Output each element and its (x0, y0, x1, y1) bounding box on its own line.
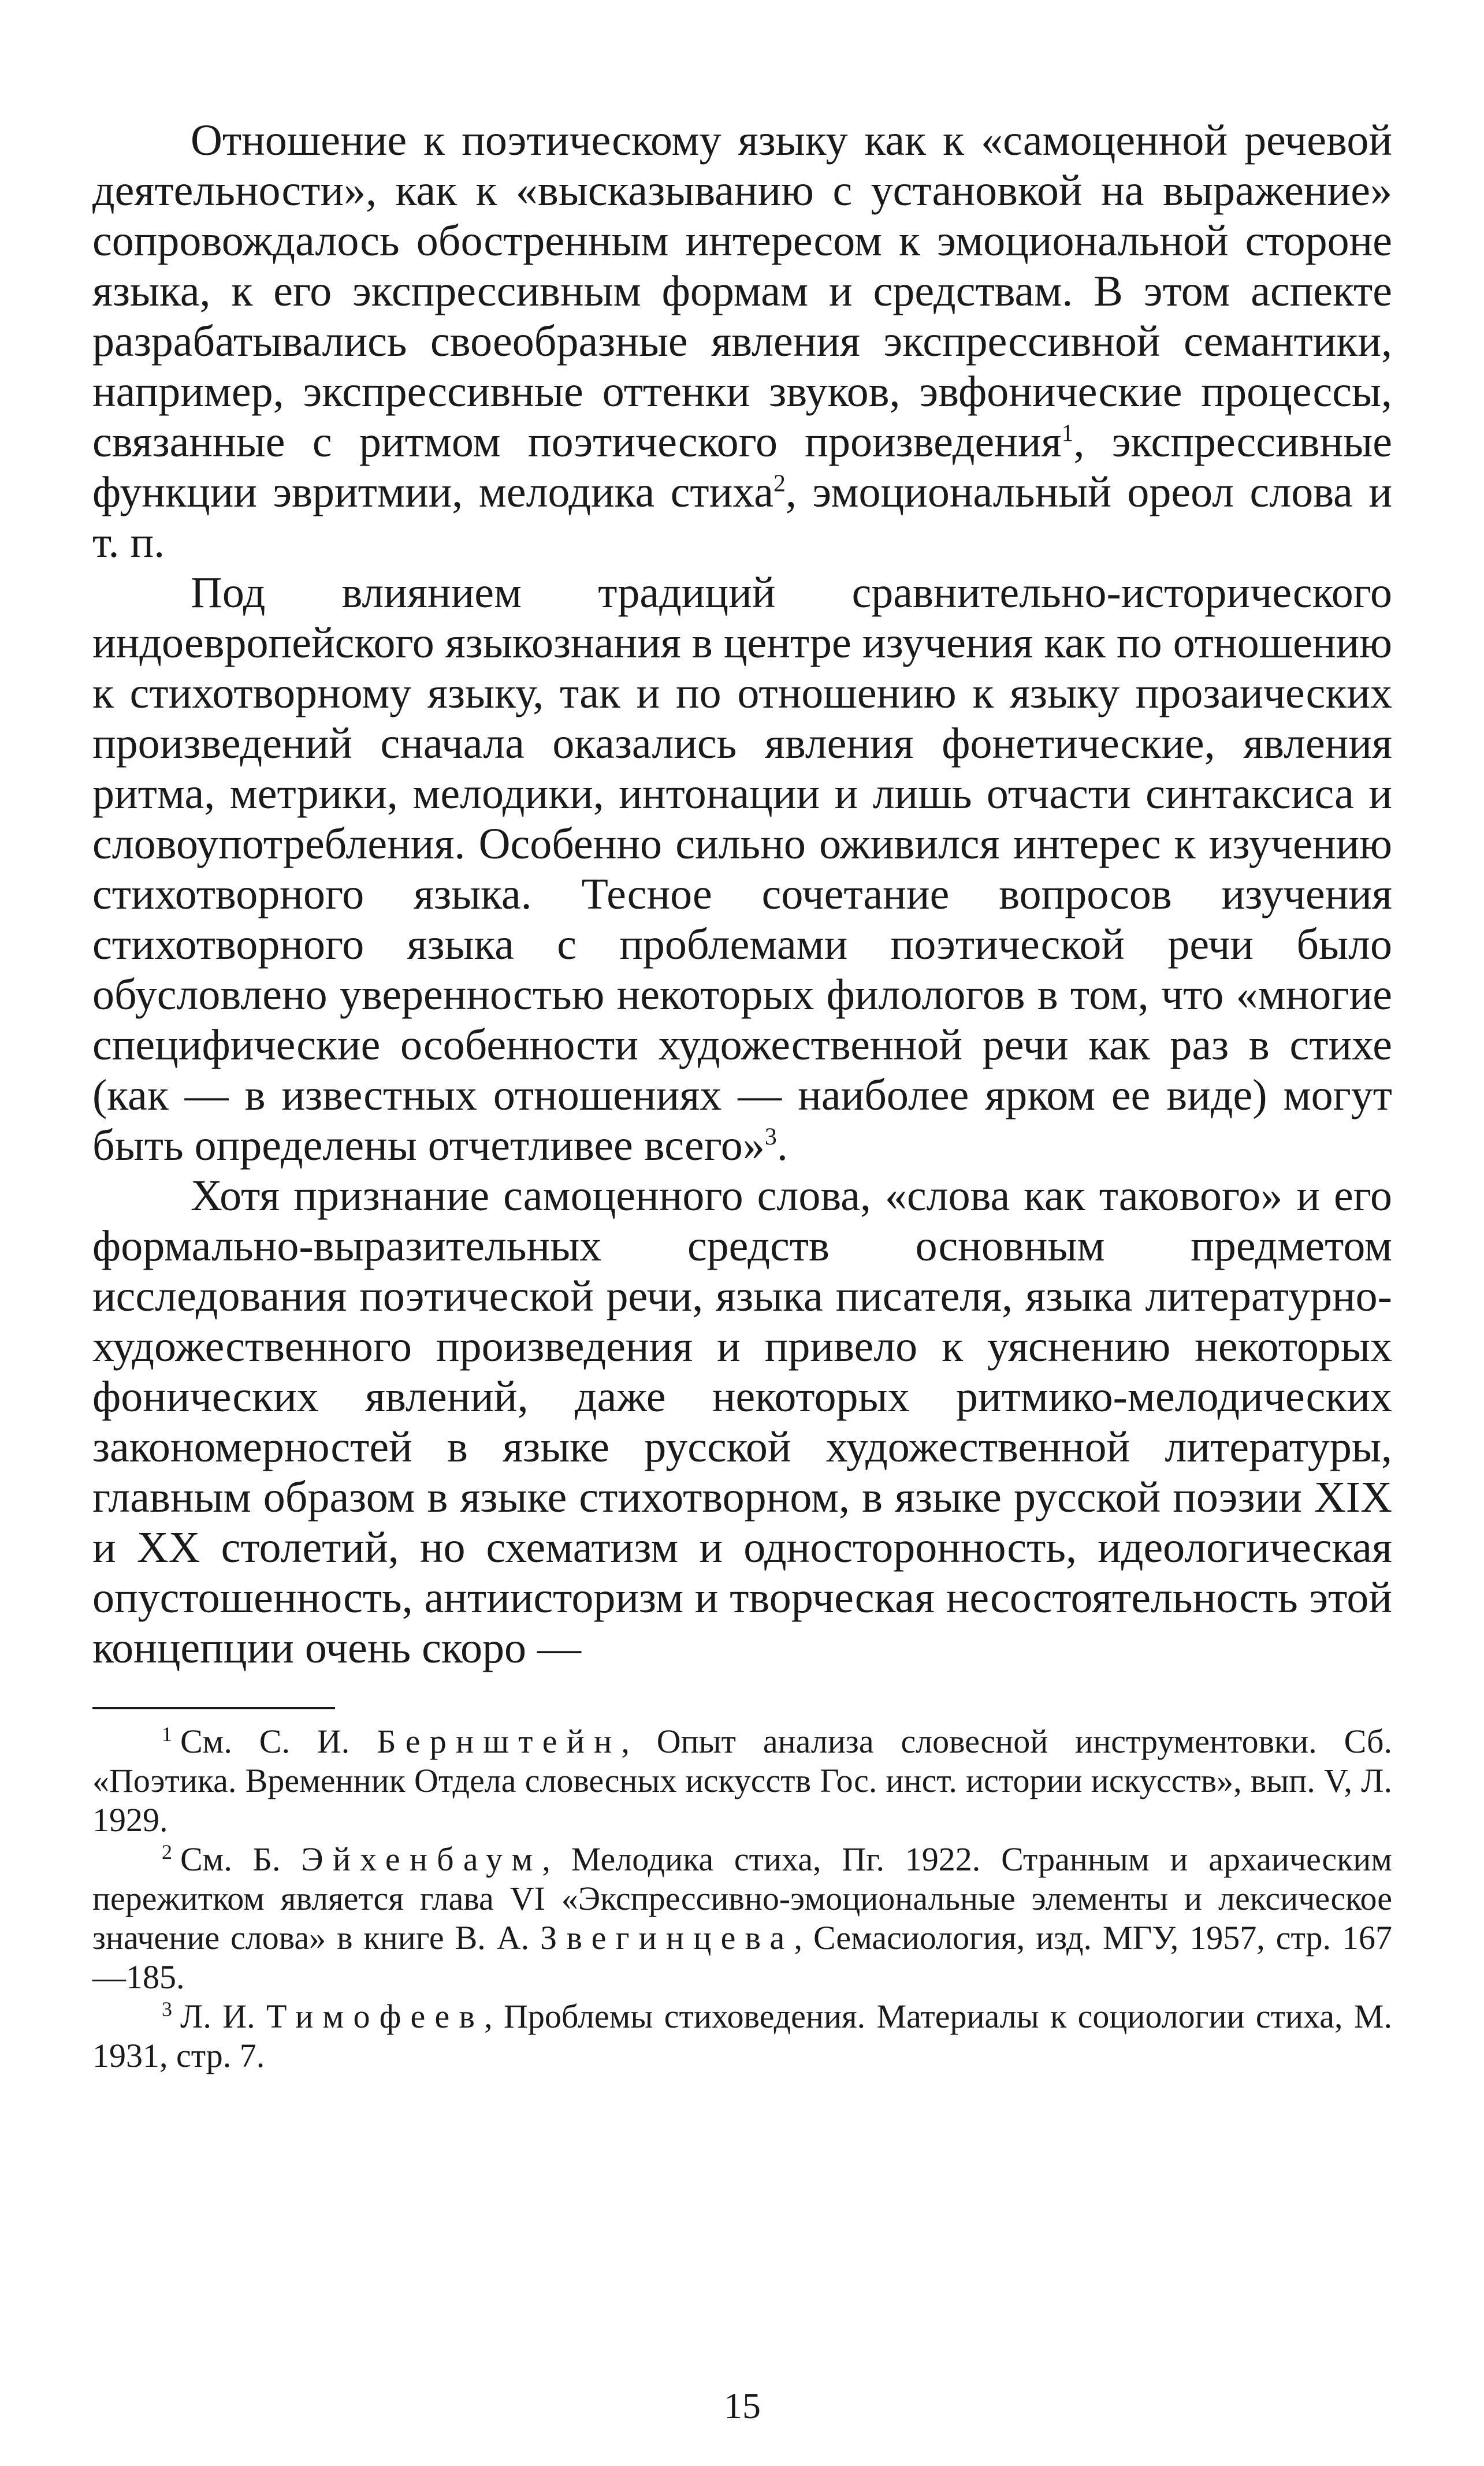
footnote-mark: 2 (162, 1840, 172, 1864)
footnote-divider (92, 1707, 335, 1709)
footnote-ref-3: 3 (764, 1124, 777, 1151)
main-text (92, 116, 1392, 1673)
footnote-2 (92, 1840, 1392, 1997)
page (92, 116, 1393, 2426)
footnote-text: , Проблемы стиховедения. Материалы к социологии стиха, М. 1931, стр. 7. (92, 1998, 1392, 2074)
footnote-author-2: Звегинцева (540, 1919, 794, 1957)
footnote-text: , Мелодика стиха, Пг. 1922. Странным и архаическим пережитком является глава VI «Экспрессивно-эмоциональные элементы и лексическое значение слова» в книге В. А. (92, 1840, 1392, 1957)
footnote-mark: 1 (162, 1722, 172, 1746)
footnotes (92, 1722, 1392, 2076)
footnote-prefix: Л. И. (180, 1998, 255, 2035)
footnote-ref-2: 2 (773, 470, 786, 497)
paragraph-2-text-b: . (776, 1121, 788, 1170)
paragraph-1-text-b: , экспрессивные функции эвритмии, мелодика стиха (92, 418, 1393, 516)
paragraph-1 (92, 116, 1392, 568)
footnote-author: Эйхенбаум (301, 1840, 542, 1878)
footnote-author: Тимофеев (266, 1998, 485, 2035)
footnote-prefix: См. С. И. (180, 1723, 350, 1760)
page-number: 15 (724, 2385, 761, 2426)
footnote-text: , Опыт анализа словесной инструментовки. Сб. «Поэтика. Временник Отдела словесных искусств Гос. инст. истории искусств», вып. V, Л. 1929. (92, 1723, 1393, 1839)
paragraph-3-text-a: Хотя признание самоценного слова, «слова как такового» и его формально-выразительных средств основным предметом исследования поэтической речи, языка писателя, языка литературно-художественного произведения и привело к уяснению некоторых фонических явлений, даже некоторых ритмико-мелодических закономерностей в языке русской художественной литературы, главным образом в языке стихотворном, в языке русской поэзии XIX и XX столетий, но схематизм и односторонность, идеологическая опустошенность, антиисторизм и творческая несостоятельность этой концепции очень скоро — (92, 1171, 1392, 1672)
footnote-1 (92, 1722, 1392, 1840)
paragraph-3 (92, 1171, 1392, 1673)
footnote-3 (92, 1997, 1392, 2076)
paragraph-2 (92, 568, 1392, 1171)
footnote-ref-1: 1 (1061, 420, 1074, 447)
footnote-prefix: См. Б. (180, 1840, 281, 1878)
footnote-author: Бернштейн (377, 1723, 622, 1760)
paragraph-2-text-a: Под влиянием традиций сравнительно-исторического индоевропейского языкознания в центре изучения как по отношению к стихотворному языку, так и по отношению к языку прозаических произведений сначала оказались явления фонетические, явления ритма, метрики, мелодики, интонации и лишь отчасти синтаксиса и словоупотребления. Особенно сильно оживился интерес к изучению стихотворного языка. Тесное сочетание вопросов изучения стихотворного языка с проблемами поэтической речи было обусловлено уверенностью некоторых филологов в том, что «многие специфические особенности художественной речи как раз в стихе (как — в известных отношениях — наиболее ярком ее виде) могут быть определены отчетливее всего» (92, 568, 1392, 1170)
footnote-text-2: , Семасиология, изд. МГУ, 1957, стр. 167—185. (92, 1919, 1393, 1996)
footnote-mark: 3 (162, 1997, 172, 2021)
paragraph-1-text-a: Отношение к поэтическому языку как к «самоценной речевой деятельности», как к «высказыванию с установкой на выражение» сопровождалось обостренным интересом к эмоциональной стороне языка, к его экспрессивным формам и средствам. В этом аспекте разрабатывались своеобразные явления экспрессивной семантики, например, экспрессивные оттенки звуков, эвфонические процессы, связанные с ритмом поэтического произведения (92, 116, 1392, 466)
paragraph-1-text-c: , эмоциональный ореол слова и т. п. (92, 468, 1392, 567)
